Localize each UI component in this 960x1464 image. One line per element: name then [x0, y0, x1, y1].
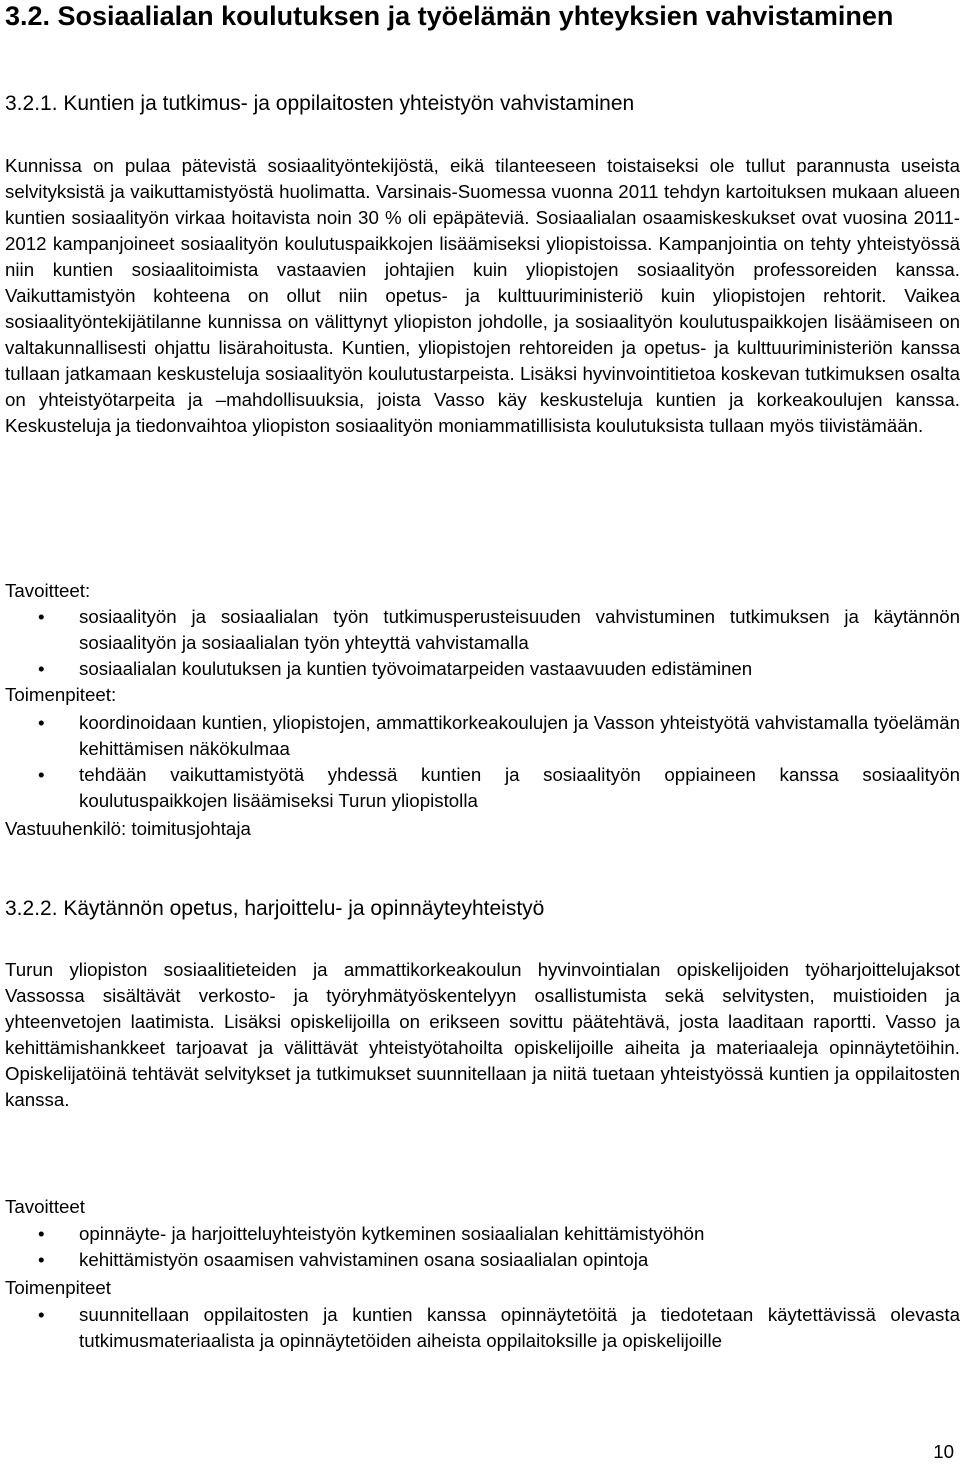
bullet-icon: •	[38, 606, 45, 627]
list-item-text: sosiaalialan koulutuksen ja kuntien työvoimatarpeiden vastaavuuden edistäminen	[79, 658, 753, 679]
goals-label-3-2-2: Tavoitteet	[5, 1196, 85, 1217]
list-item-text: opinnäyte- ja harjoitteluyhteistyön kytkeminen sosiaalialan kehittämistyöhön	[79, 1223, 705, 1244]
list-item-text: suunnitellaan oppilaitosten ja kuntien kanssa opinnäytetöitä ja tiedotetaan käytettävissä olevasta tutkimusmateriaalista ja opinnäytetöiden aiheista oppilaitoksille ja opiskelijoille	[79, 1304, 960, 1351]
page-number: 10	[933, 1441, 954, 1462]
subsection-3-2-2-paragraph: Turun yliopiston sosiaalitieteiden ja ammattikorkeakoulun hyvinvointialan opiskelijoiden työharjoittelujaksot Vassossa sisältävät verkosto- ja työryhmätyöskentelyyn osallistumista sekä selvitysten, muistioiden ja yhteenvetojen laatimista. Lisäksi opiskelijoilla on erikseen sovittu päätehtävä, josta laaditaan raportti. Vasso ja kehittämishankkeet tarjoavat ja välittävät yhteistyötahoilta opiskelijoille aiheita ja materiaaleja opinnäytetöihin. Opiskelijatöinä tehtävät selvitykset ja tutkimukset suunnitellaan ja niitä tuetaan yhteistyössä kuntien ja oppilaitosten kanssa.	[5, 959, 960, 1110]
list-item-text: tehdään vaikuttamistyötä yhdessä kuntien ja sosiaalityön oppiaineen kanssa sosiaalityön koulutuspaikkojen lisäämiseksi Turun yliopistolla	[79, 764, 960, 811]
goals-list-3-2-2	[5, 1221, 960, 1273]
actions-list-3-2-1	[5, 710, 960, 814]
subsection-heading-3-2-2: 3.2.2. Käytännön opetus, harjoittelu- ja opinnäyteyhteistyö	[5, 897, 545, 920]
list-item	[5, 1221, 960, 1247]
list-item	[5, 604, 960, 656]
bullet-icon: •	[38, 1249, 45, 1270]
subsection-heading-3-2-1: 3.2.1. Kuntien ja tutkimus- ja oppilaitosten yhteistyön vahvistaminen	[5, 92, 635, 115]
list-item-text: koordinoidaan kuntien, yliopistojen, ammattikorkeakoulujen ja Vasson yhteistyötä vahvistamalla työelämän kehittämisen näkökulmaa	[79, 712, 960, 759]
list-item-text: sosiaalityön ja sosiaalialan työn tutkimusperusteisuuden vahvistuminen tutkimuksen ja käytännön sosiaalityön ja sosiaalialan työn yhteyttä vahvistamalla	[79, 606, 960, 653]
list-item-text: kehittämistyön osaamisen vahvistaminen osana sosiaalialan opintoja	[79, 1249, 649, 1270]
actions-label-3-2-2: Toimenpiteet	[5, 1277, 111, 1298]
goals-list-3-2-1	[5, 604, 960, 682]
bullet-icon: •	[38, 658, 45, 679]
subsection-3-2-1-paragraph: Kunnissa on pulaa pätevistä sosiaalityöntekijöstä, eikä tilanteeseen toistaiseksi ole tullut parannusta useista selvityksistä ja vaikuttamistyöstä huolimatta. Varsinais-Suomessa vuonna 2011 tehdyn kartoituksen mukaan alueen kuntien sosiaalityön virkaa hoitavista noin 30 % oli epäpäteviä. Sosiaalialan osaamiskeskukset ovat vuosina 2011-2012 kampanjoineet sosiaalityön koulutuspaikkojen lisäämiseksi yliopistoissa. Kampanjointia on tehty yhteistyössä niin kuntien sosiaalitoimista vastaavien johtajien kuin yliopistojen sosiaalityön professoreiden kanssa. Vaikuttamistyön kohteena on ollut niin opetus- ja kulttuuriministeriö kuin yliopistojen rehtorit. Vaikea sosiaalityöntekijätilanne kunnissa on välittynyt yliopiston johdolle, ja sosiaalityön koulutuspaikkojen lisäämiseen on valtakunnallisesti ohjattu lisärahoitusta. Kuntien, yliopistojen rehtoreiden ja opetus- ja kulttuuriministeriön kanssa tullaan jatkamaan keskusteluja sosiaalityön koulutustarpeista. Lisäksi hyvinvointitietoa koskevan tutkimuksen osalta on yhteistyötarpeita ja –mahdollisuuksia, joista Vasso käy keskusteluja kuntien ja korkeakoulujen kanssa. Keskusteluja ja tiedonvaihtoa yliopiston sosiaalityön moniammatillisista koulutuksista tullaan myös tiivistämään.	[5, 155, 960, 436]
responsible-label: Vastuuhenkilö:	[5, 818, 127, 839]
list-item	[5, 762, 960, 814]
section-heading: 3.2. Sosiaalialan koulutuksen ja työelämän yhteyksien vahvistaminen	[5, 1, 894, 31]
list-item	[5, 1302, 960, 1354]
list-item	[5, 710, 960, 762]
list-item	[5, 656, 960, 682]
actions-label-3-2-1: Toimenpiteet:	[5, 684, 117, 705]
list-item	[5, 1247, 960, 1273]
bullet-icon: •	[38, 1304, 45, 1325]
responsible-line	[5, 816, 251, 842]
bullet-icon: •	[38, 764, 45, 785]
responsible-value: toimitusjohtaja	[126, 818, 251, 839]
bullet-icon: •	[38, 712, 45, 733]
actions-list-3-2-2	[5, 1302, 960, 1354]
bullet-icon: •	[38, 1223, 45, 1244]
goals-label-3-2-1: Tavoitteet:	[5, 580, 91, 601]
